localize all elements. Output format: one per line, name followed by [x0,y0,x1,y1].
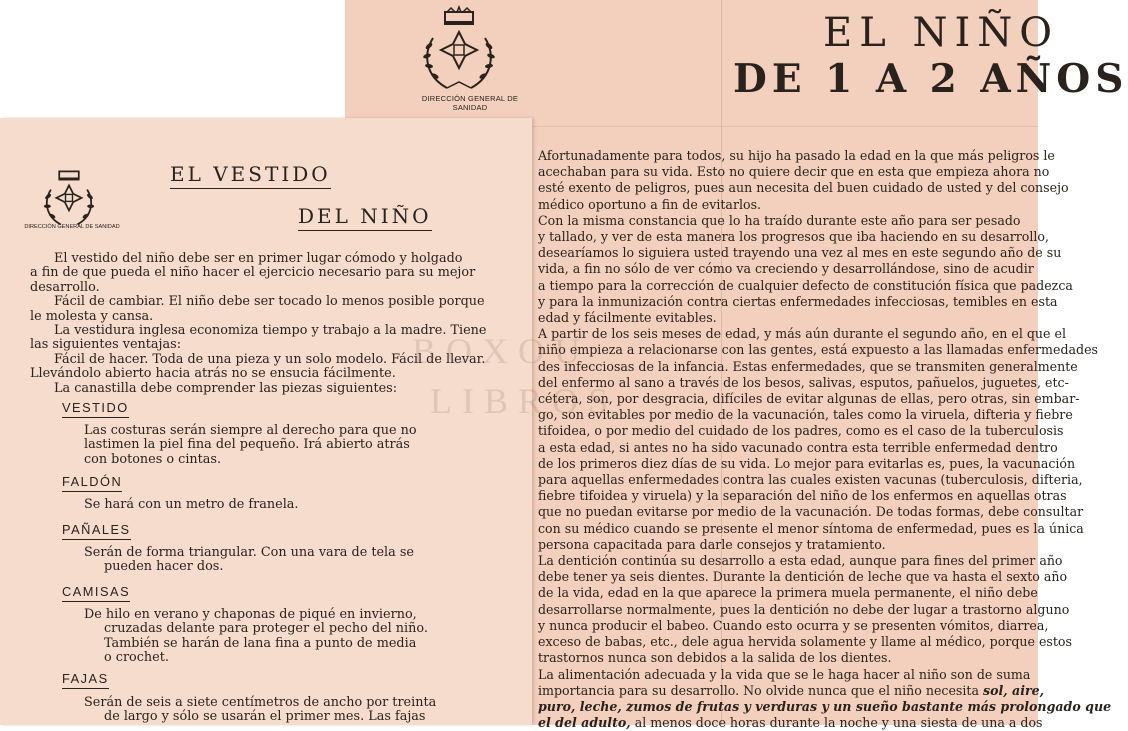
back-org-label: DIRECCIÓN GENERAL DE SANIDAD [405,94,535,112]
back-title-line2: DE 1 A 2 AÑOS [733,56,1128,102]
sanidad-emblem-icon [417,10,501,96]
section-heading-faldon: FALDÓN [62,474,122,492]
back-paragraph-5: La alimentación adecuada y la vida que se le haga hacer al niño son de suma importancia para su desarrollo. No olvide nunca que el niño necesita sol, aire, puro, leche, zumos de frutas y verduras y un sueño bastante más prolongado que el del adulto, al menos doce horas durante la noche y una siesta de una a dos [538,667,1098,731]
front-intro-text: El vestido del niño debe ser en primer lugar cómodo y holgado a fin de que pueda el niño hacer el ejercicio necesario para su mejor desarrollo. Fácil de cambiar. El niño debe ser tocado lo menos posible porque le molesta y cansa. La vestidura inglesa economiza tiempo y trabajo a la madre. Tiene las siguientes ventajas: Fácil de hacer. Toda de una pieza y un solo modelo. Fácil de llevar. Llevándolo abierto hacia atrás no se ensucia fácilmente. La canastilla debe comprender las piezas siguientes: [30,252,504,396]
front-title-line1: EL VESTIDO [170,162,331,186]
sanidad-emblem-icon [36,170,102,230]
back-paragraph-2: Con la misma constancia que lo ha traído durante este año para ser pesado y tallado, y ver de esta manera los progresos que iba haciendo en su desarrollo, desearíamos lo siguiera usted trayendo una vez al mes en este segundo año de su vida, a fin no sólo de ver cómo va creciendo y desarrollándose, sino de acudir a tiempo para la corrección de cualquier defecto de constitución física que padezca y para la inmunización contra ciertas enfermedades infecciosas, temibles en esta edad y fácilmente evitables. [538,213,1098,326]
section-heading-camisas: CAMISAS [62,584,130,602]
section-body-panales: Serán de forma triangular. Con una vara de tela se pueden hacer dos. [84,546,504,575]
back-paragraph-4: La dentición continúa su desarrollo a esta edad, aunque para fines del primer año debe tener ya seis dientes. Durante la dentición de leche que va hasta el sexto año de la vida, edad en la que aparece la primera muela permanente, el niño debe desarrollarse normalmente, pues la dentición no debe der lugar a trastorno alguno y nunca producir el babeo. Cuando esto ocurra y se presenten vómitos, diarrea, exceso de babas, etc., dele agua hervida solamente y llame al médico, porque estos trastornos nunca son debidos a la salida de los dientes. [538,553,1098,666]
back-body-text [538,148,1098,731]
section-body-faldon: Se hará con un metro de franela. [84,498,504,512]
section-body-camisas: De hilo en verano y chaponas de piqué en invierno, cruzadas delante para proteger el pecho del niño. También se harán de lana fina a punto de media o crochet. [84,608,504,666]
section-heading-fajas: FAJAS [62,671,109,689]
front-sheet [0,118,532,725]
back-paragraph-3: A partir de los seis meses de edad, y más aún durante el segundo año, en el que el niño empieza a relacionarse con las gentes, está expuesto a las llamadas enfermedades des infecciosas de la infancia. Estas enfermedades, que se transmiten generalmente del enfermo al sano a través de los besos, salivas, esputos, pañuelos, juguetes, etc- cétera, son, por desgracia, difíciles de evitar algunas de ellas, pero otras, sin embar- go, son evitables por medio de la vacunación, tales como la viruela, difteria y fiebre tifoidea, o por medio del cuidado de los padres, como es el caso de la tuberculosis a esta edad, si antes no ha sido vacunado contra esta terrible enfermedad dentro de los primeros diez días de su vida. Lo mejor para evitarlas es, pues, la vacunación para aquellas enfermedades contra las cuales existen vacunas (tuberculosis, difteria, fiebre tifoidea y viruela) y la separación del niño de los enfermos en aquellas otras que no puedan evitarse por medio de la vacunación. De todas formas, debe consultar con su médico cuando se presente el menor síntoma de enfermedad, pues es la única persona capacitada para darle consejos y tratamiento. [538,326,1098,553]
front-org-label: DIRECCIÓN GENERAL DE SANIDAD [22,224,122,230]
back-paragraph-1: Afortunadamente para todos, su hijo ha pasado la edad en la que más peligros le acechaban para su vida. Esto no quiere decir que en esta que empieza ahora no esté exento de peligros, pues aun necesita del buen cuidado de usted y del consejo médico oportuno a fin de evitarlos. [538,148,1098,213]
section-heading-vestido: VESTIDO [62,400,129,418]
front-title-line2: DEL NIÑO [298,204,432,228]
section-heading-panales: PAÑALES [62,522,131,540]
back-title-line1: EL NIÑO [823,10,1059,56]
section-body-vestido: Las costuras serán siempre al derecho para que no lastimen la piel fina del pequeño. Irá abierto atrás con botones o cintas. [84,424,504,467]
section-body-fajas: Serán de seis a siete centímetros de ancho por treinta de largo y sólo se usarán el primer mes. Las fajas [84,696,504,725]
